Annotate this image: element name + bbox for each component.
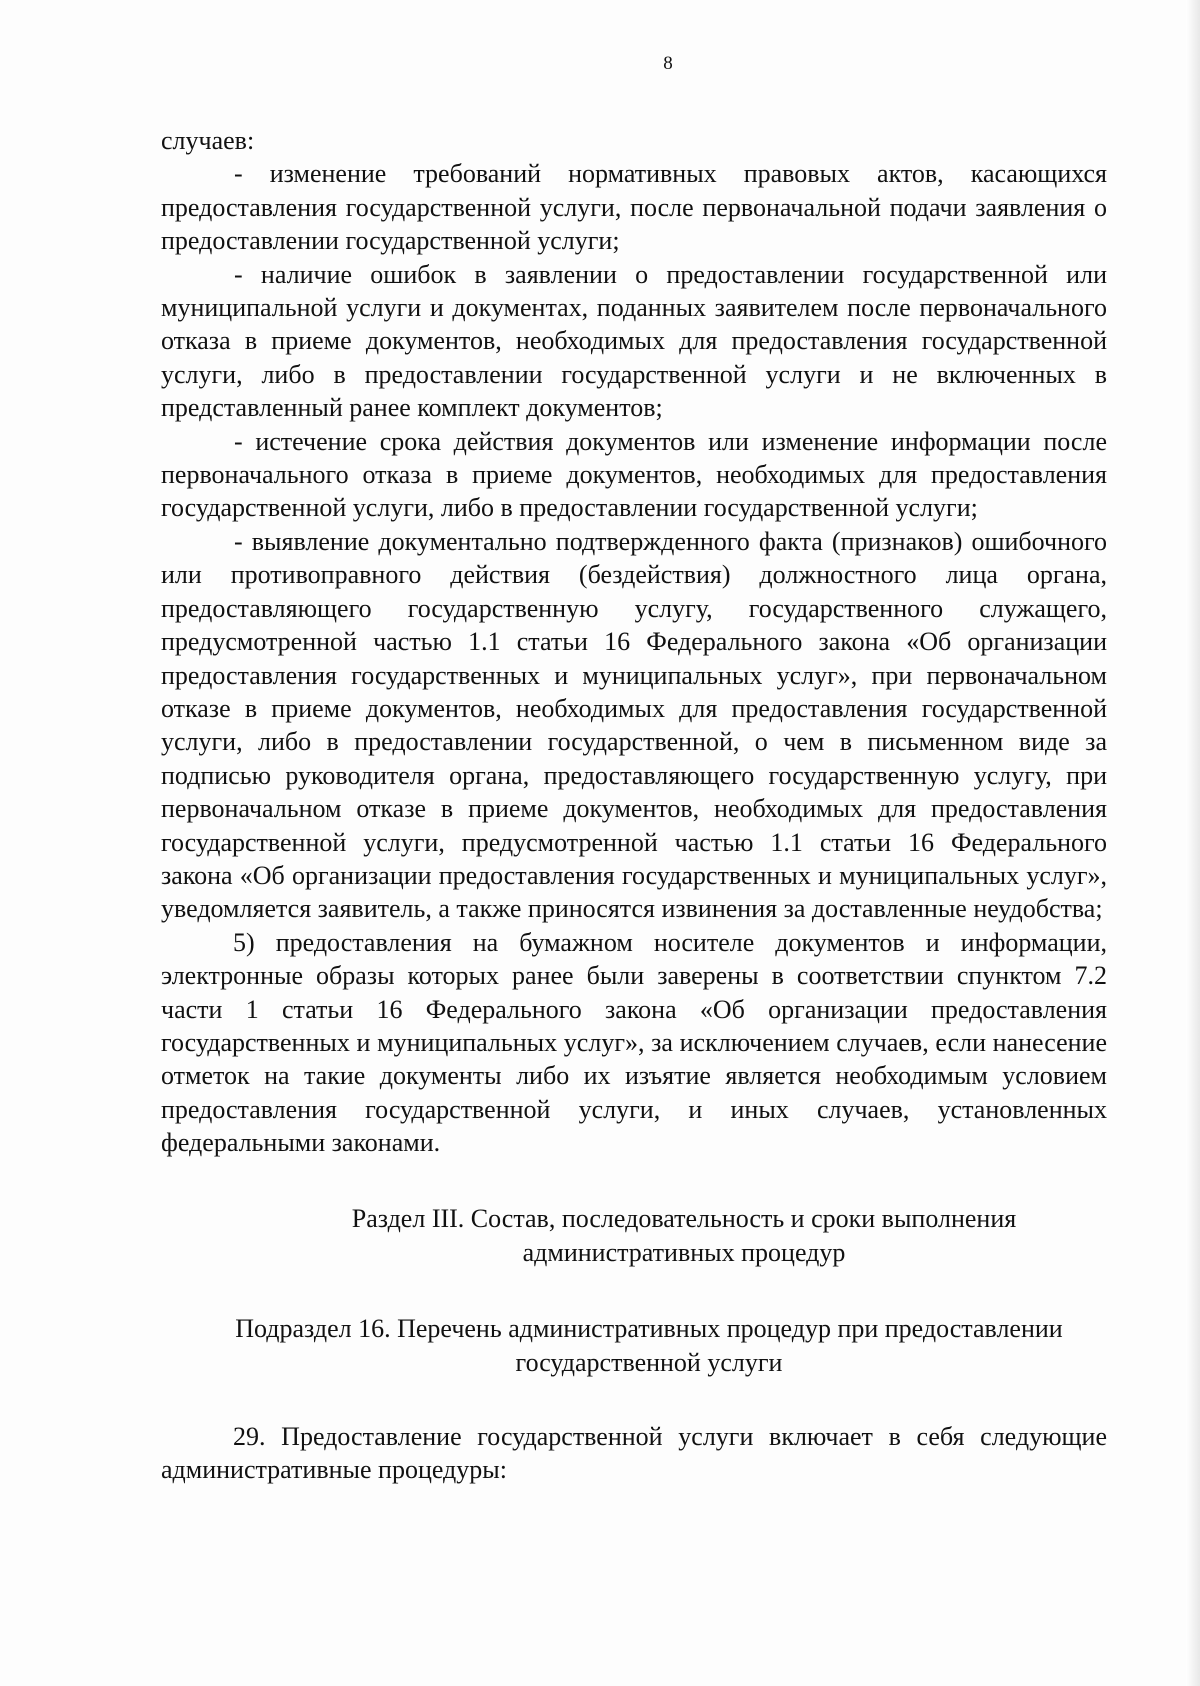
list-item-application-errors: - наличие ошибок в заявлении о предоставлении государственной или муниципальной услуги и документах, поданных заявителем после первоначального отказа в приеме документов, необходимых для предоставления государственной услуги, либо в предоставлении государственной услуги и не включенных в представленный ранее комплект документов; xyxy=(161,259,1107,423)
section-heading-line-2: административных процедур xyxy=(522,1237,846,1267)
section-heading-line-1: Раздел III. Состав, последовательность и сроки выполнения xyxy=(351,1203,1017,1233)
subsection-heading-line-2: государственной услуги xyxy=(515,1347,783,1377)
scan-edge-shadow xyxy=(1186,0,1200,1686)
list-item-document-expiry: - истечение срока действия документов или изменение информации после первоначального отказа в приеме документов, необходимых для предоставления государственной услуги, либо в предоставлении государственной услуги; xyxy=(161,426,1107,523)
section-heading xyxy=(161,1202,1107,1270)
paragraph-intro: случаев: xyxy=(161,126,255,155)
subsection-heading xyxy=(161,1312,1107,1380)
document-body xyxy=(161,124,1107,1486)
page-number: 8 xyxy=(663,53,673,74)
subsection-heading-line-1: Подраздел 16. Перечень административных процедур при предоставлении xyxy=(235,1313,1063,1343)
list-item-requirements-change: - изменение требований нормативных правовых актов, касающихся предоставления государственной услуги, после первоначальной подачи заявления о предоставлении государственной услуги; xyxy=(161,159,1107,256)
list-item-official-error: - выявление документально подтвержденного факта (признаков) ошибочного или противоправного действия (бездействия) должностного лица органа, предоставляющего государственную услугу, государственного служащего, предусмотренной частью 1.1 статьи 16 Федерального закона «Об организации предоставления государственных и муниципальных услуг», при первоначальном отказе в приеме документов, необходимых для предоставления государственной услуги, либо в предоставлении государственной, о чем в письменном виде за подписью руководителя органа, предоставляющего государственную услугу, при первоначальном отказе в приеме документов, необходимых для предоставления государственной услуги, предусмотренной частью 1.1 статьи 16 Федерального закона «Об организации предоставления государственных и муниципальных услуг», уведомляется заявитель, а также приносятся извинения за доставленные неудобства; xyxy=(161,526,1107,924)
paragraph-29: 29. Предоставление государственной услуги включает в себя следующие административные процедуры: xyxy=(161,1421,1107,1484)
list-item-paper-documents: 5) предоставления на бумажном носителе документов и информации, электронные образы которых ранее были заверены в соответствии спунктом 7.2 части 1 статьи 16 Федерального закона «Об организации предоставления государственных и муниципальных услуг», за исключением случаев, если нанесение отметок на такие документы либо их изъятие является необходимым условием предоставления государственной услуги, и иных случаев, установленных федеральными законами. xyxy=(161,927,1107,1158)
